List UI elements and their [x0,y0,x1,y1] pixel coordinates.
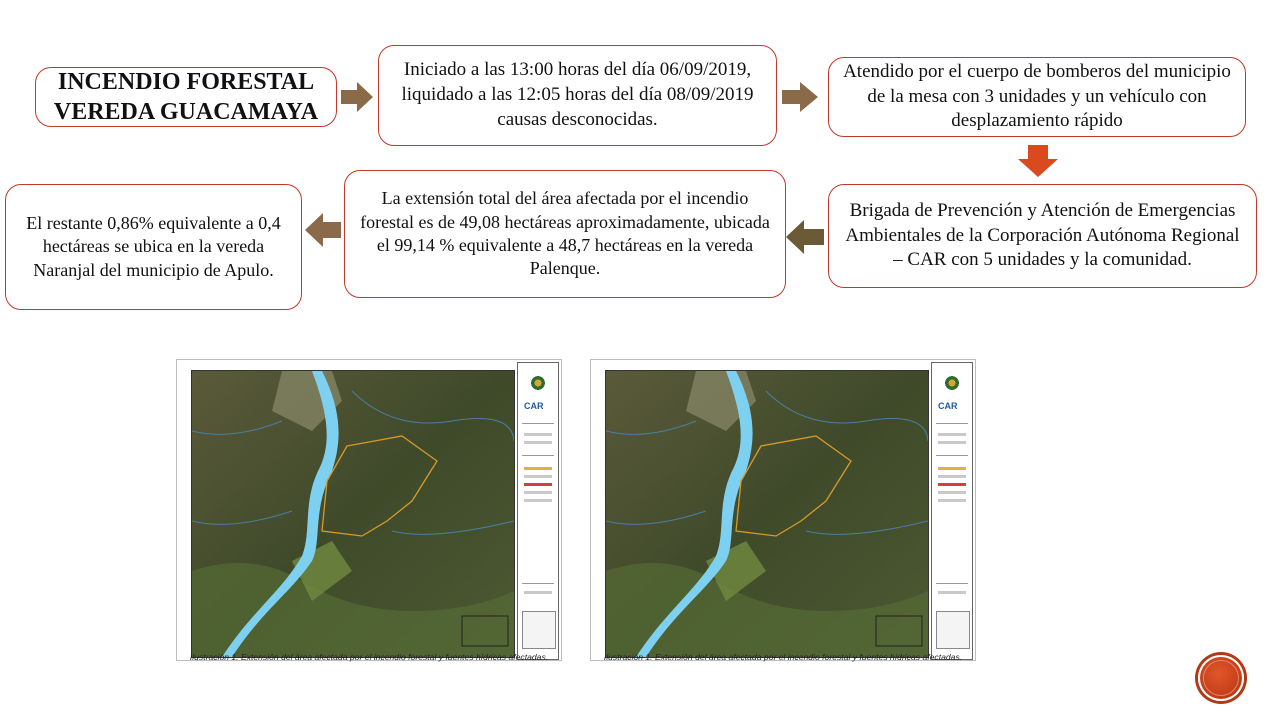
satellite-map [191,370,515,658]
title-box [35,67,337,127]
step-start-text: Iniciado a las 13:00 horas del día 06/09/2019, liquidado a las 12:05 horas del día 08/09/2019 causas desconocidas. [401,59,754,130]
figure-caption: Ilustración 1. Extensión del área afectada por el incendio forestal y fuentes hídricas afectadas. [189,652,549,662]
colombia-seal-icon [944,375,960,391]
title-text: INCENDIO FORESTAL VEREDA GUACAMAYA [53,69,319,125]
map-legend [517,362,559,660]
location-minimap [522,611,556,649]
car-logo: CAR [524,401,544,411]
arrow-down-icon [1018,145,1058,177]
arrow-right-icon [341,82,373,112]
step-start-box [378,45,777,146]
satellite-map [605,370,929,658]
step-attended-text: Atendido por el cuerpo de bomberos del municipio de la mesa con 3 unidades y un vehículo con desplazamiento rápido [843,60,1231,132]
step-extent-box [344,170,786,298]
colombia-seal-icon [530,375,546,391]
map-image [192,371,514,657]
step-remaining-box [5,184,302,310]
step-remaining-text: El restante 0,86% equivalente a 0,4 hectáreas se ubica en la vereda Naranjal del municipio de Apulo. [26,212,281,280]
arrow-left-icon [786,220,824,254]
car-logo: CAR [938,401,958,411]
step-attended-box [828,57,1246,137]
figure-caption: Ilustración 1. Extensión del área afectada por el incendio forestal y fuentes hídricas afectadas. [603,652,963,662]
map-figure-right [590,359,976,661]
step-brigade-text: Brigada de Prevención y Atención de Emergencias Ambientales de la Corporación Autónoma Regional – CAR con 5 unidades y la comunidad. [845,199,1240,271]
next-slide-button[interactable] [1198,655,1244,701]
step-brigade-box [828,184,1257,288]
step-extent-text: La extensión total del área afectada por el incendio forestal es de 49,08 hectáreas aproximadamente, ubicada el 99,14 % equivalente a 48,7 hectáreas en la vereda Palenque. [360,188,770,279]
arrow-left-icon [305,213,341,247]
arrow-right-icon [782,82,818,112]
map-figure-left [176,359,562,661]
map-image [606,371,928,657]
map-legend [931,362,973,660]
location-minimap [936,611,970,649]
